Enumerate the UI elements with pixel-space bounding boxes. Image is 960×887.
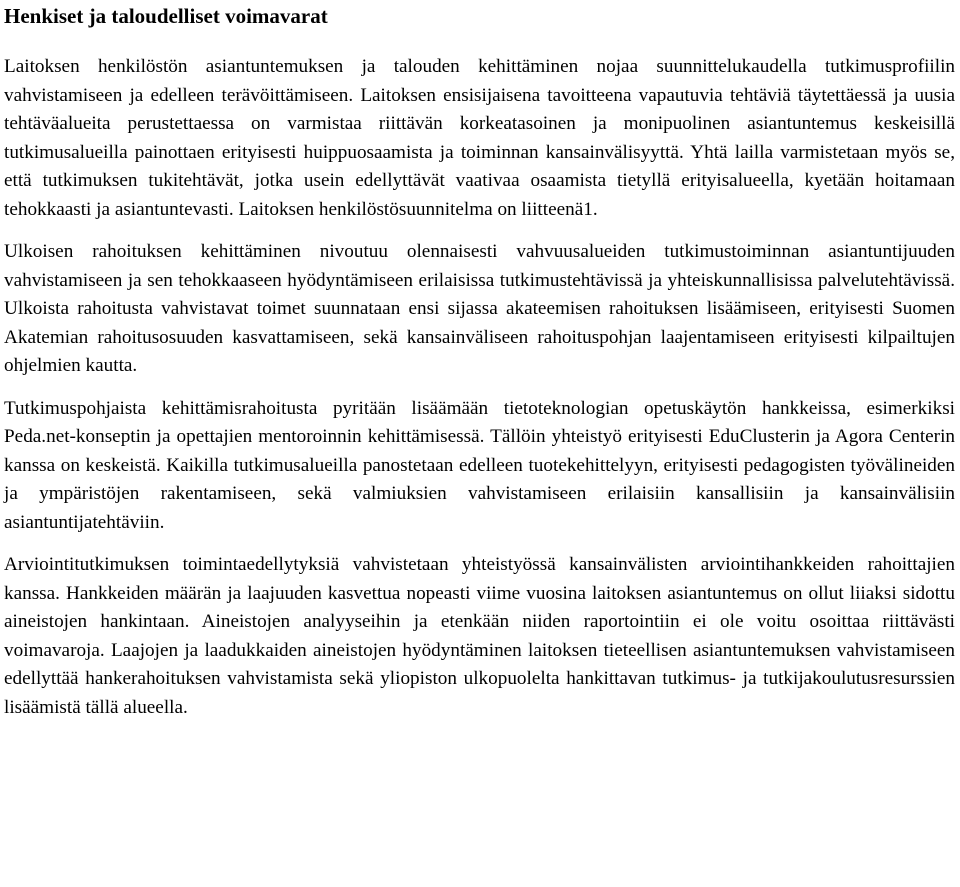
paragraph-development-funding: Tutkimuspohjaista kehittämisrahoitusta pyritään lisäämään tietoteknologian opetuskäytön hankkeissa, esimerkiksi Peda.net-konseptin ja opettajien mentoroinnin kehittämisessä. Tällöin yhteistyö erityisesti EduClusterin ja Agora Centerin kanssa on keskeistä. Kaikilla tutkimusalueilla panostetaan edelleen tuotekehittelyyn, erityisesti pedagogisten työvälineiden ja ympäristöjen rakentamiseen, sekä valmiuksien vahvistamiseen erilaisiin kansallisiin ja kansainvälisiin asiantuntijatehtäviin. [4,397,955,533]
document-page [4,0,955,722]
paragraph-personnel: Laitoksen henkilöstön asiantuntemuksen ja talouden kehittäminen nojaa suunnittelukaudella tutkimusprofiilin vahvistamiseen ja edelleen terävöittämiseen. Laitoksen ensisijaisena tavoitteena vapautuvia tehtäviä täytettäessä ja uusia tehtäväalueita perustettaessa on varmistaa riittävän korkeatasoinen ja monipuolinen asiantuntemus keskeisillä tutkimusalueilla painottaen erityisesti huippuosaamista ja toiminnan kansainvälisyyttä. Yhtä lailla varmistetaan myös se, että tutkimuksen tukitehtävät, jotka usein edellyttävät vaativaa osaamista tietyllä erityisalueella, kyetään hoitamaan tehokkaasti ja asiantuntevasti. Laitoksen henkilöstösuunnitelma on liitteenä1. [4,56,955,220]
section-heading: Henkiset ja taloudelliset voimavarat [4,4,328,28]
paragraph-external-funding: Ulkoisen rahoituksen kehittäminen nivoutuu olennaisesti vahvuusalueiden tutkimustoiminnan asiantuntijuuden vahvistamiseen ja sen tehokkaaseen hyödyntämiseen erilaisissa tutkimustehtävissä ja yhteiskunnallisissa palvelutehtävissä. Ulkoista rahoitusta vahvistavat toimet suunnataan ensi sijassa akateemisen rahoituksen lisäämiseen, erityisesti Suomen Akatemian rahoitusosuuden kasvattamiseen, sekä kansainväliseen rahoituspohjan laajentamiseen erityisesti kilpailtujen ohjelmien kautta. [4,241,955,376]
paragraph-evaluation-research: Arviointitutkimuksen toimintaedellytyksiä vahvistetaan yhteistyössä kansainvälisten arviointihankkeiden rahoittajien kanssa. Hankkeiden määrän ja laajuuden kasvettua nopeasti viime vuosina laitoksen asiantuntemus on ollut liiaksi sidottu aineistojen hankintaan. Aineistojen analyyseihin ja etenkään niiden raportointiin ei ole voitu osoittaa riittävästi voimavaroja. Laajojen ja laadukkaiden aineistojen hyödyntäminen laitoksen tieteellisen asiantuntemuksen vahvistamiseen edellyttää hankerahoituksen vahvistamista sekä yliopiston ulkopuolelta hankittavan tutkimus- ja tutkijakoulutusresurssien lisäämistä tällä alueella. [4,554,955,718]
